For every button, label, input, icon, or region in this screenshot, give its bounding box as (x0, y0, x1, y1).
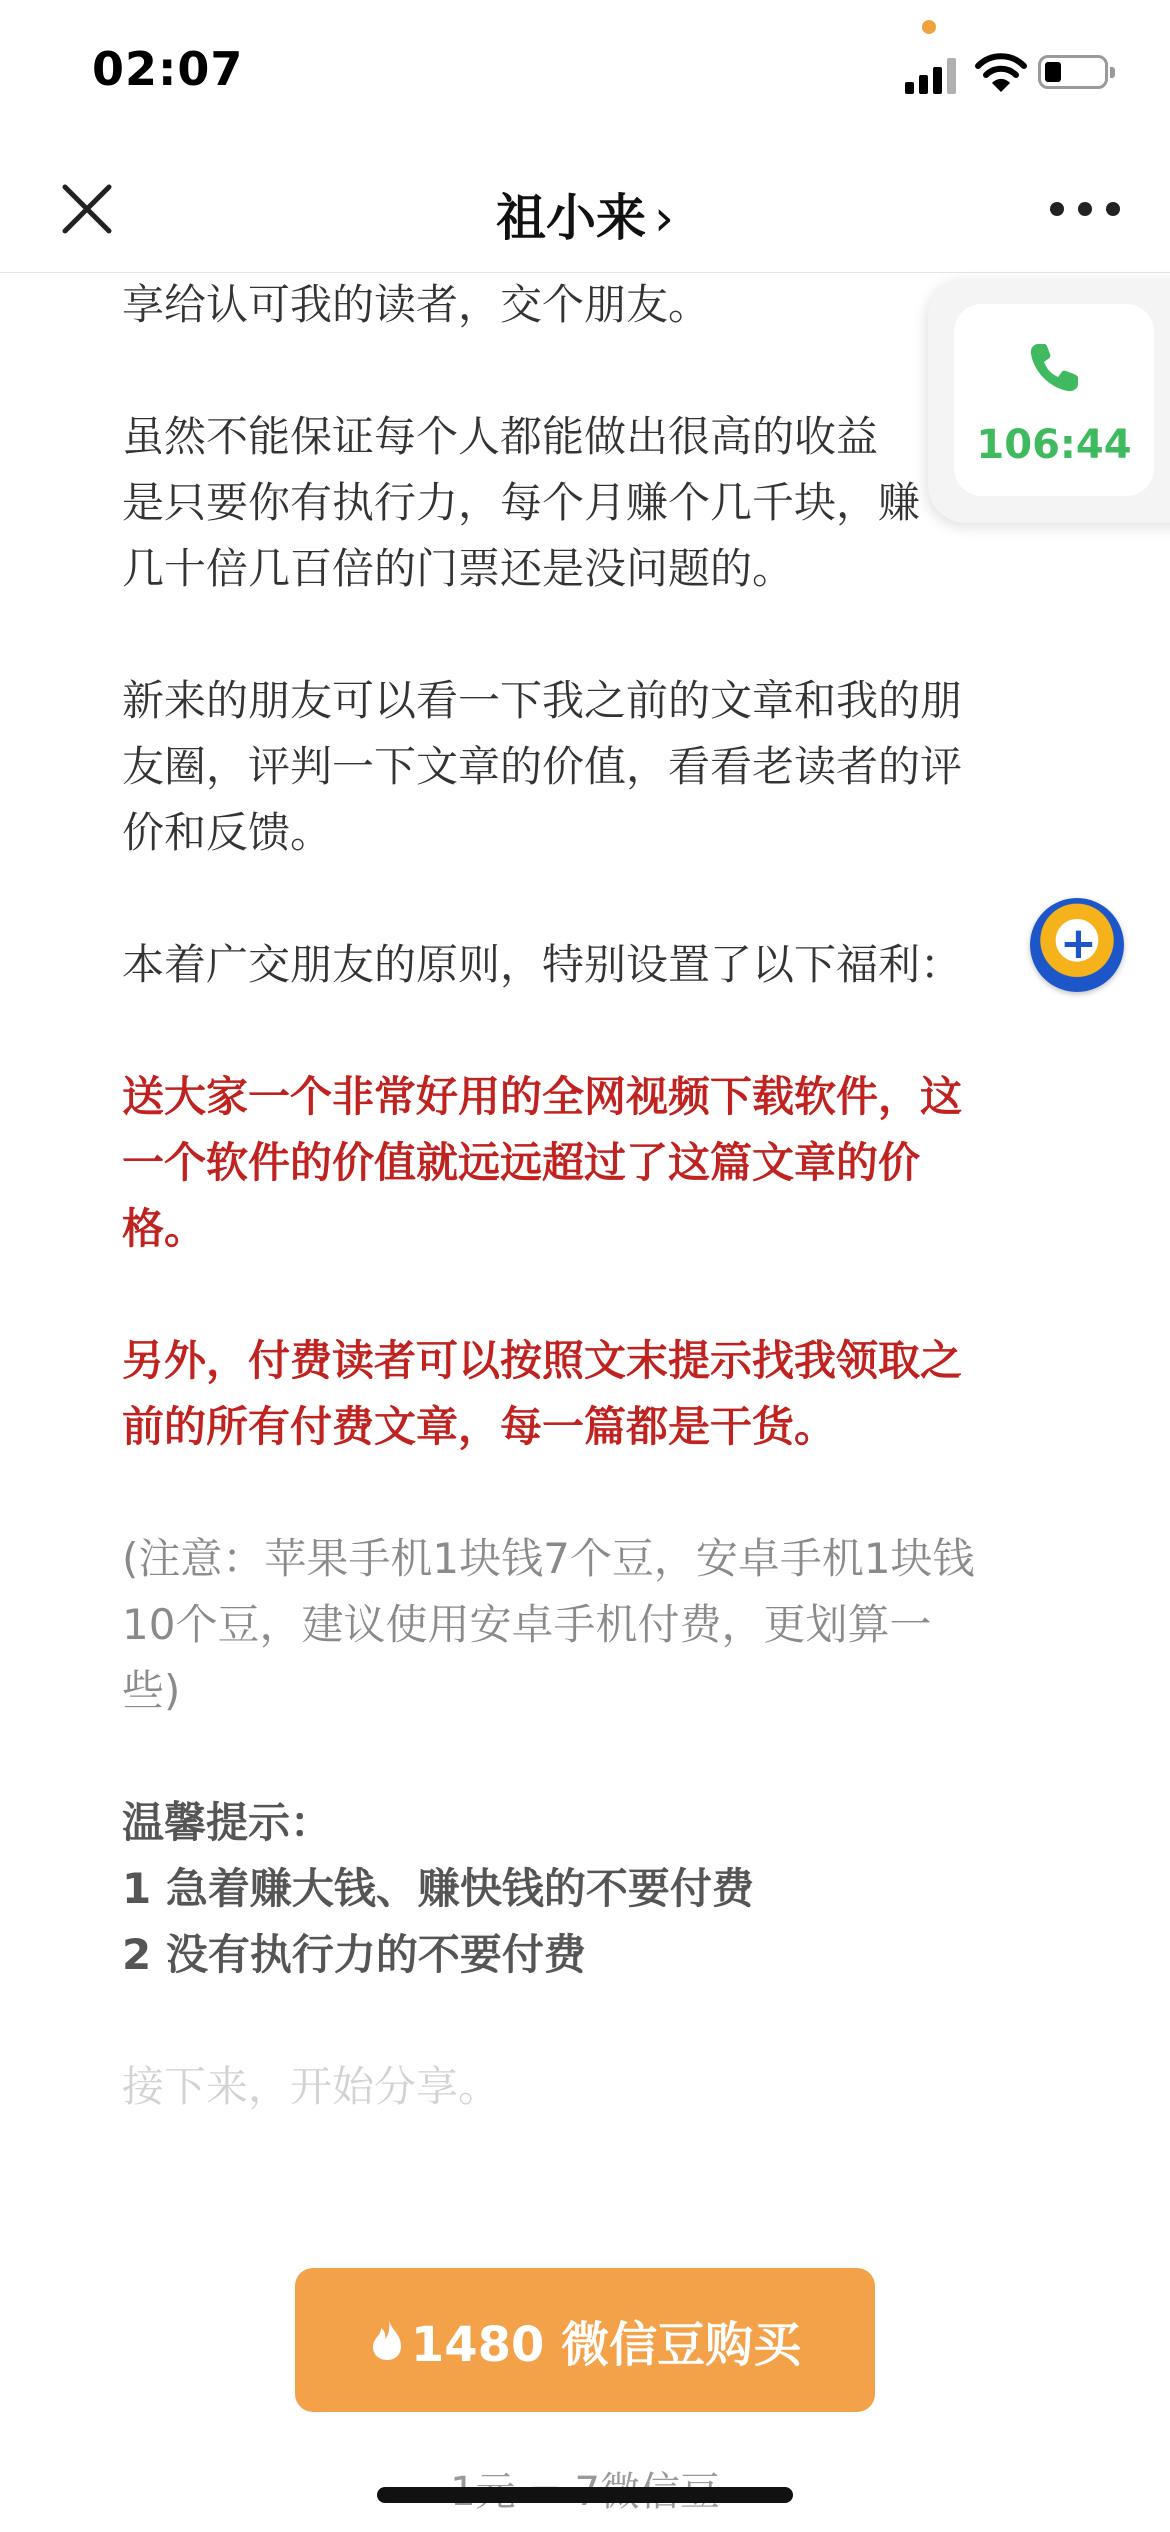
article-line: 几十倍几百倍的门票还是没问题的。 (122, 544, 795, 593)
signal-icon (905, 58, 957, 94)
article-line: 虽然不能保证每个人都能做出很高的收益 (122, 412, 879, 461)
tips-heading: 温馨提示： (122, 1798, 333, 1847)
article-line: 是只要你有执行力，每个月赚个几千块，赚 (122, 478, 921, 527)
article-line: 友圈，评判一下文章的价值，看看老读者的评 (122, 742, 963, 791)
call-widget-card (954, 304, 1154, 496)
nav-bar (0, 150, 1170, 273)
phone-icon (1024, 338, 1084, 398)
status-time: 02:07 (92, 42, 244, 96)
home-indicator[interactable] (377, 2487, 793, 2503)
article-body (122, 272, 1050, 2120)
paywall-fade-line: 接下来，开始分享。 (122, 2062, 501, 2111)
app-icon[interactable]: + (1030, 898, 1124, 992)
buy-button[interactable] (295, 2268, 875, 2412)
note-line: 10个豆，建议使用安卓手机付费，更划算一 (122, 1600, 932, 1649)
page-title-text: 祖小来 (496, 189, 646, 247)
highlight-line: 前的所有付费文章，每一篇都是干货。 (122, 1402, 837, 1451)
article-line: 本着广交朋友的原则，特别设置了以下福利： (122, 940, 963, 989)
tips-item: 2 没有执行力的不要付费 (122, 1930, 586, 1979)
wifi-icon (975, 52, 1027, 94)
highlight-line: 一个软件的价值就远远超过了这篇文章的价 (122, 1138, 921, 1187)
battery-icon (1038, 55, 1108, 89)
highlight-line: 另外，付费读者可以按照文末提示找我领取之 (122, 1336, 963, 1385)
buy-button-label: 1480 微信豆购买 (410, 2316, 802, 2373)
chevron-right-icon: › (654, 189, 674, 247)
call-duration: 106:44 (976, 422, 1132, 468)
call-float-widget[interactable] (928, 278, 1170, 523)
page-title[interactable] (0, 178, 1170, 250)
status-bar (0, 0, 1170, 150)
tips-item: 1 急着赚大钱、赚快钱的不要付费 (122, 1864, 754, 1913)
note-line: 些) (122, 1666, 181, 1715)
highlight-line: 送大家一个非常好用的全网视频下载软件，这 (122, 1072, 963, 1121)
flame-icon (369, 2318, 405, 2362)
privacy-indicator-icon (922, 20, 936, 34)
article-line: 价和反馈。 (122, 808, 333, 857)
article-line: 享给认可我的读者，交个朋友。 (122, 280, 711, 329)
more-icon[interactable] (1050, 202, 1120, 218)
article-line: 新来的朋友可以看一下我之前的文章和我的朋 (122, 676, 963, 725)
highlight-line: 格。 (122, 1204, 207, 1253)
note-line: (注意：苹果手机1块钱7个豆，安卓手机1块钱 (122, 1534, 975, 1583)
